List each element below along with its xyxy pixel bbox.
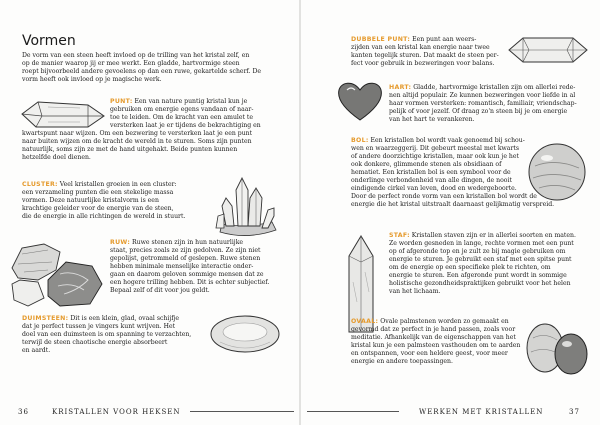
text-line: kristal kun je een palmsteen vasthouden om te aarden (351, 342, 521, 349)
text-line: meditatie. Afhankelijk van de eigenschappen van het (351, 334, 516, 341)
text-line: hematiet. Een kristallen bol is een symbool voor de (351, 169, 511, 176)
entry-cluster: CLUSTER: Veel kristallen groeien in een cluster: (22, 181, 177, 188)
term-punt: PUNT: (110, 98, 133, 105)
text-line: van het lichaam. (389, 288, 441, 295)
term-ovaal: OVAAL: (351, 318, 379, 325)
text-line: terwijl de steen chaotische energie absorbeert (22, 339, 168, 346)
text-line: versterken laat je er tijdens de bekrachtiging en (110, 122, 261, 129)
quartz-point-icon (18, 96, 106, 134)
text-line: wen en waarzeggerij. Dit gebeurt meestal met kwarts (351, 145, 520, 152)
rough-stones-icon (8, 240, 106, 312)
text-line: energie die het kristal uitstraalt daarnaast gelijkmatig verspreid. (351, 201, 555, 208)
text-line: en aardt. (22, 347, 51, 354)
palm-stones-icon (517, 318, 593, 378)
term-bol: BOL: (351, 137, 369, 144)
text-line: doel van een duimsteen is om spanning te verzachten, (22, 331, 192, 338)
term-dubbele-punt: DUBBELE PUNT: (351, 36, 411, 43)
page-number-left: 36 (18, 408, 29, 416)
text-line: dat je perfect tussen je vingers kunt wrijven. Het (22, 323, 176, 330)
page-title: Vormen (22, 33, 76, 49)
right-page (301, 0, 600, 425)
text-line: natuurlijk, soms zijn ze met de hand uitgehakt. Beide punten kunnen (22, 146, 238, 153)
entry-ovaal: OVAAL: Ovale palmstenen worden zo gemaakt en (351, 318, 509, 325)
intro-line: roept bijvoorbeeld andere gevoelens op dan een ruwe, gekartelde scherf. De (22, 68, 262, 75)
term-cluster: CLUSTER: (22, 181, 58, 188)
crystal-cluster-icon (212, 170, 282, 240)
intro-line: op de manier waarop jij er mee werkt. Een gladde, hartvormige steen (22, 60, 240, 67)
entry-bol: BOL: Een kristallen bol wordt vaak genoemd bij schou- (351, 137, 525, 144)
text-line: hebben minimale menselijke interactie onder- (110, 263, 254, 270)
text-line: kwartspunt naar wijzen. Om een bezwering te versterken laat je een punt (22, 130, 253, 137)
text-line: of andere doorzichtige kristallen, maar ook kun je het (351, 153, 519, 160)
text-line: zijden van een kristal kan energie naar twee (351, 44, 490, 51)
term-duimsteen: DUIMSTEEN: (22, 315, 69, 322)
text-line: een verzameling punten die een stekelige massa (22, 189, 174, 196)
text-line: gebruiken om energie egens vandaan of naar- (110, 106, 254, 113)
entry-duimsteen: DUIMSTEEN: Dit is een klein, glad, ovaal schijfje (22, 315, 180, 322)
text-line: ook donkere, glimmende stenen als obsidiaan of (351, 161, 502, 168)
text-line: krachtige geleider voor de energie van de steen, (22, 205, 174, 212)
term-ruw: RUW: (110, 239, 131, 246)
text-line: een hogere trilling hebben. Dit is echter subjectief. (110, 279, 270, 286)
text-line: pelijk of voor jezelf. Of draag zo'n steen bij je om energie (389, 108, 568, 115)
text-line: staat, precies zoals ze zijn gedolven. Ze zijn niet (110, 247, 261, 254)
footer-rule (190, 411, 294, 412)
text-line: holistische gezondheidspraktijken gebruikt voor het helen (389, 280, 571, 287)
sphere-icon (525, 140, 589, 204)
intro-line: vorm heeft ook invloed op je magische werk. (22, 76, 162, 83)
running-head-left: KRISTALLEN VOOR HEKSEN (52, 408, 181, 416)
text-line: energie te sturen. Een afgeronde punt wordt in sommige (389, 272, 567, 279)
term-staf: STAF: (389, 232, 410, 239)
footer-rule (307, 411, 399, 412)
entry-hart: HART: Gladde, hartvormige kristallen zijn om allerlei rede- (389, 84, 576, 91)
text-line: fect voor gebruik in bezweringen voor balans. (351, 60, 495, 67)
text-line: onderlinge verbondenheid van alle dingen, de nooit (351, 177, 512, 184)
left-page (0, 0, 299, 425)
heart-stone-icon (335, 78, 385, 124)
text-line: en ontspannen, voor een heldere geest, voor meer (351, 350, 508, 357)
term-hart: HART: (389, 84, 412, 91)
text-line: die de energie in alle richtingen de wereld in stuurt. (22, 213, 186, 220)
entry-dubbele-punt: DUBBELE PUNT: Een punt aan weers- (351, 36, 477, 43)
text-line: vormen. Deze natuurlijke kristalvorm is een (22, 197, 159, 204)
double-point-icon (507, 30, 589, 70)
text-line: om de energie op een specifieke plek te richten, om (389, 264, 551, 271)
text-line: van het hart te verankeren. (389, 116, 475, 123)
text-line: naar buiten wijzen om de kracht de wereld in te sturen. Soms zijn punten (22, 138, 252, 145)
text-line: gepolijst, getrommeld of geslepen. Ruwe stenen (110, 255, 261, 262)
text-line: gevormd dat ze perfect in je hand passen, zoals voor (351, 326, 516, 333)
entry-punt: PUNT: Een van nature puntig kristal kun je (110, 98, 248, 105)
text-line: toe te leiden. Om de kracht van een amulet te (110, 114, 254, 121)
page-number-right: 37 (569, 408, 580, 416)
text-line: Door de perfect ronde vorm van een kristallen bol wordt de (351, 193, 537, 200)
entry-ruw: RUW: Ruwe stenen zijn in hun natuurlijke (110, 239, 244, 246)
running-head-right: WERKEN MET KRISTALLEN (419, 408, 544, 416)
text-line: nen altijd populair. Ze kunnen bezweringen voor liefde in al (389, 92, 576, 99)
text-line: Bepaal zelf of dit voor jou geldt. (110, 287, 210, 294)
text-line: Ze worden gesneden in lange, rechte vormen met een punt (389, 240, 574, 247)
text-line: op of afgeronde top en je zult ze bij magie gebruiken om (389, 248, 566, 255)
entry-staf: STAF: Kristallen staven zijn er in allerlei soorten en maten. (389, 232, 576, 239)
text-line: kanten tegelijk sturen. Dat maakt de steen per- (351, 52, 499, 59)
text-line: hetzelfde doel dienen. (22, 154, 91, 161)
text-line: energie te sturen. Je gebruikt een staf met een spitse punt (389, 256, 572, 263)
text-line: energie en andere toepassingen. (351, 358, 453, 365)
thumb-stone-icon (206, 312, 284, 356)
text-line: haar vormen versterken: romantisch, familiair, vriendschap- (389, 100, 577, 107)
text-line: eindigende cirkel van leven, dood en wedergeboorte. (351, 185, 517, 192)
text-line: gaan en daarom geloven sommige mensen dat ze (110, 271, 264, 278)
intro-line: De vorm van een steen heeft invloed op de trilling van het kristal zelf, en (22, 52, 250, 59)
